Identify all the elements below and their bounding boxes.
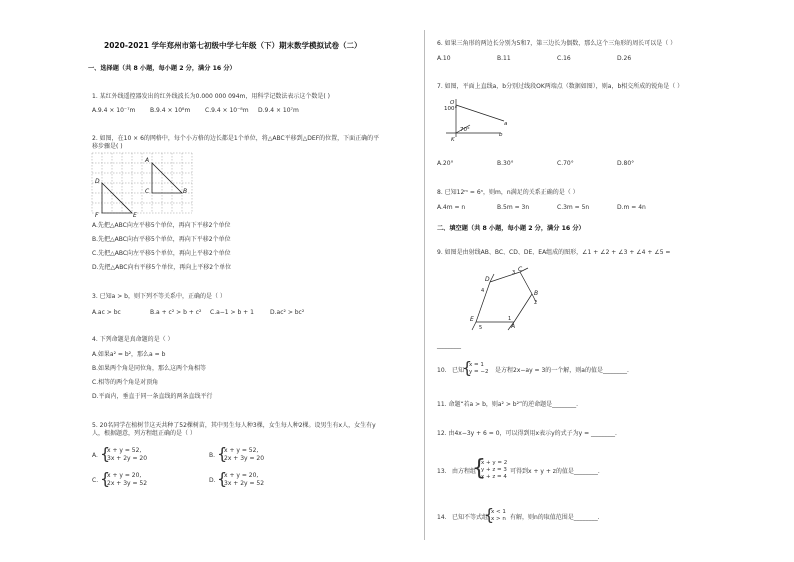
q9-angle-2: 2 xyxy=(534,300,538,306)
q10-system-line2: y = −2 xyxy=(469,369,489,375)
section-heading-choice: 一、选择题（共 8 小题，每小题 2 分，满分 16 分） xyxy=(88,65,236,72)
q2-option-d[interactable]: D.先把△ABC向右平移5个单位，再向上平移2个单位 xyxy=(92,264,232,271)
q13-pre: 由方程组 xyxy=(452,468,477,475)
q5-option-d-label: D. xyxy=(209,477,216,484)
q9-angle-5: 5 xyxy=(479,325,483,331)
q7-angle-70: 70° xyxy=(460,127,470,133)
q9-answer-blank[interactable]: ________ xyxy=(437,342,461,349)
q2-option-b[interactable]: B.先把△ABC向右平移5个单位，再向下平移2个单位 xyxy=(92,236,231,243)
q2-label-a: A xyxy=(145,157,150,164)
q4-stem: 4. 下列命题是真命题的是（ ） xyxy=(92,336,174,343)
q4-option-d[interactable]: D.平面内，垂直于同一条直线的两条直线平行 xyxy=(92,393,213,400)
q5-option-d-eq2: 3x + 2y = 52 xyxy=(224,480,265,487)
q12-text[interactable]: 12. 由4x−3y + 6 = 0，可以得到用x表示y的式子为y = ________. xyxy=(437,430,617,437)
q1-option-a[interactable]: A.9.4 × 10⁻⁷m xyxy=(92,107,136,114)
q1-option-c[interactable]: C.9.4 × 10⁻⁸m xyxy=(205,107,249,114)
q1-option-b[interactable]: B.9.4 × 10⁸m xyxy=(150,107,191,114)
q6-option-a[interactable]: A.10 xyxy=(437,55,451,62)
q14-system-line1: x < 1 xyxy=(491,509,506,515)
q9-angle-3: 3 xyxy=(512,270,516,276)
q5-option-c-label: C. xyxy=(92,477,99,484)
column-divider xyxy=(424,30,425,540)
brace-icon: { xyxy=(472,456,486,481)
q2-label-c: C xyxy=(145,188,150,195)
q7-option-b[interactable]: B.30° xyxy=(497,160,514,167)
brace-icon: { xyxy=(100,469,111,488)
q13-system-line1: x + y = 2 xyxy=(481,460,508,466)
q2-label-e: E xyxy=(133,212,137,219)
q9-label-d: D xyxy=(485,276,490,283)
q14-number: 14. xyxy=(437,514,447,521)
q5-option-b-eq1: x + y = 52, xyxy=(224,447,259,454)
q2-option-c[interactable]: C.先把△ABC向左平移5个单位，再向上平移2个单位 xyxy=(92,250,231,257)
q5-option-b-label: B. xyxy=(209,452,216,459)
q3-option-d[interactable]: D.ac² > bc² xyxy=(270,309,305,316)
q13-post[interactable]: 可得到x + y + z的值是________. xyxy=(510,468,600,475)
brace-icon: { xyxy=(484,505,495,524)
q10-post[interactable]: 是方程2x−ay = 3的一个解，则a的值是________. xyxy=(495,367,629,374)
q9-label-a: A xyxy=(511,323,516,330)
q6-option-c[interactable]: C.16 xyxy=(557,55,571,62)
q10-number: 10. xyxy=(437,367,447,374)
q5-stem-line1: 5. 20名同学在植树节这天共种了52棵树苗，其中男生每人种3棵，女生每人种2棵。设男生有x人，女生有y xyxy=(92,422,376,429)
q13-number: 13. xyxy=(437,468,447,475)
q11-text[interactable]: 11. 命题“若a > b，则a² > b²”的逆命题是________. xyxy=(437,401,579,408)
q2-stem-line1: 2. 如图，在10 × 6的网格中，每个小方格的边长都是1个单位，将△ABC平移到△DEF的位置，下面正确的平 xyxy=(92,135,380,142)
q4-option-b[interactable]: B.如果两个角是同位角，那么这两个角相等 xyxy=(92,365,207,372)
q9-figure xyxy=(468,262,548,334)
q10-pre: 已知 xyxy=(452,367,465,374)
q5-option-a-label: A. xyxy=(92,452,98,459)
q7-option-a[interactable]: A.20° xyxy=(437,160,454,167)
q7-label-b: b xyxy=(499,132,503,138)
q3-option-b[interactable]: B.a + c² > b + c² xyxy=(150,309,202,316)
q9-label-e: E xyxy=(470,316,474,323)
q8-option-b[interactable]: B.5m = 3n xyxy=(497,204,530,211)
q2-stem-line2: 移步骤是( ) xyxy=(92,143,123,150)
q8-option-c[interactable]: C.3m = 5n xyxy=(557,204,590,211)
q2-option-a[interactable]: A.先把△ABC向左平移5个单位，再向下平移2个单位 xyxy=(92,222,231,229)
q9-angle-4: 4 xyxy=(481,288,485,294)
brace-icon: { xyxy=(217,444,228,463)
section-heading-fill: 二、填空题（共 8 小题，每小题 2 分，满分 16 分） xyxy=(437,225,585,232)
q8-stem: 8. 已知12ᵐ = 6ⁿ，则m，n满足的关系正确的是（ ） xyxy=(437,189,579,196)
q1-stem: 1. 某红外线遥控器发出的红外线波长为0.000 000 094m，用科学记数法表示这个数是( ) xyxy=(92,93,330,100)
q9-label-b: B xyxy=(534,290,539,297)
q3-option-a[interactable]: A.ac > bc xyxy=(92,309,121,316)
q14-system-line2: x > n xyxy=(491,516,506,522)
q5-option-c-eq1: x + y = 20, xyxy=(107,472,142,479)
q5-option-a-eq2: 3x + 2y = 20 xyxy=(107,455,148,462)
q9-label-c: C xyxy=(518,266,523,273)
q3-stem: 3. 已知a > b，则下列不等关系中，正确的是（ ） xyxy=(92,293,226,300)
q1-option-d[interactable]: D.9.4 × 10⁷m xyxy=(258,107,299,114)
q2-label-b: B xyxy=(183,188,188,195)
brace-icon: { xyxy=(100,444,111,463)
q8-option-a[interactable]: A.4m = n xyxy=(437,204,466,211)
q7-label-a: a xyxy=(504,121,508,127)
q4-option-a[interactable]: A.如果a² = b²，那么a = b xyxy=(92,351,166,358)
q6-option-b[interactable]: B.11 xyxy=(497,55,511,62)
q5-option-b-eq2: 2x + 3y = 20 xyxy=(224,455,265,462)
brace-icon: { xyxy=(217,469,228,488)
q13-system-line2: y + z = 3 xyxy=(481,467,507,473)
q5-option-d-eq1: x + y = 20, xyxy=(224,472,259,479)
q7-stem: 7. 如图，平面上直线a，b分别过线段OK两端点（数据如图），则a，b相交所成的锐角是（ ） xyxy=(437,83,684,90)
q13-system-line3: x + z = 4 xyxy=(481,474,507,480)
q9-angle-1: 1 xyxy=(508,316,512,322)
q5-option-a-eq1: x + y = 52, xyxy=(107,447,142,454)
q7-option-c[interactable]: C.70° xyxy=(557,160,574,167)
q2-grid-figure xyxy=(92,153,196,217)
q2-label-f: F xyxy=(95,212,99,219)
q7-figure xyxy=(442,95,512,147)
brace-icon: { xyxy=(462,358,473,377)
q14-pre: 已知不等式组 xyxy=(452,514,489,521)
q9-stem: 9. 如图是由射线AB、BC、CD、DE、EA组成的图形，∠1 + ∠2 + ∠3 + ∠4 + ∠5 = xyxy=(437,249,671,256)
q7-angle-100: 100° xyxy=(444,106,458,112)
q2-label-d: D xyxy=(95,178,100,185)
q14-post[interactable]: 有解，则n的取值范围是________. xyxy=(510,514,600,521)
q7-label-k: K xyxy=(451,137,455,143)
exam-title: 2020-2021 学年郑州市第七初级中学七年级（下）期末数学模拟试卷（二） xyxy=(104,41,362,50)
q10-system-line1: x = 1 xyxy=(469,362,484,368)
q6-stem: 6. 如果三角形的两边长分别为5和7，第三边长为偶数，那么这个三角形的周长可以是（ ） xyxy=(437,40,677,47)
q5-option-c-eq2: 2x + 3y = 52 xyxy=(107,480,148,487)
q4-option-c[interactable]: C.相等的两个角是对顶角 xyxy=(92,379,159,386)
q8-option-d[interactable]: D.m = 4n xyxy=(617,204,646,211)
q5-stem-line2: 人，根据题意，列方程组正确的是（ ） xyxy=(92,430,196,437)
q3-option-c[interactable]: C.a−1 > b + 1 xyxy=(210,309,254,316)
q6-option-d[interactable]: D.26 xyxy=(617,55,632,62)
q7-option-d[interactable]: D.80° xyxy=(617,160,635,167)
q7-label-o: O xyxy=(450,100,455,106)
